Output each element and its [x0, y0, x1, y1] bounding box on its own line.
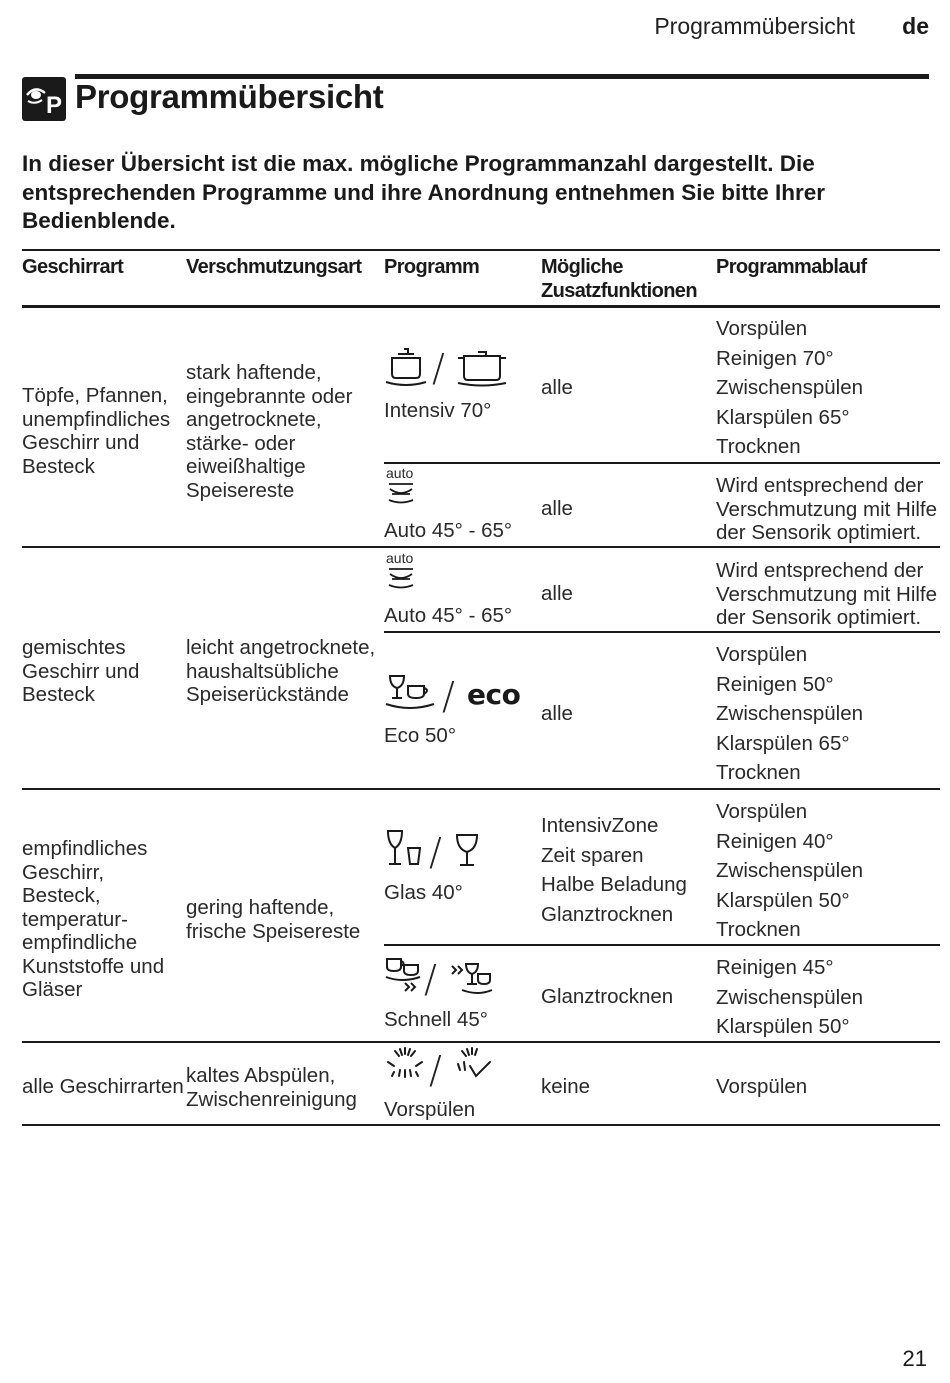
table-bottom-rule	[22, 1124, 940, 1126]
sequence-eco: Vorspülen Reinigen 50° Zwischenspülen Klarspülen 65° Trocknen	[716, 643, 863, 784]
options-schnell: Glanztrocknen	[541, 985, 674, 1008]
eco-icon: eco	[467, 678, 521, 711]
sequence-glas: Vorspülen Reinigen 40° Zwischenspülen Klarspülen 50° Trocknen	[716, 800, 863, 941]
program-name-vorspuelen: Vorspülen	[384, 1098, 476, 1121]
row-divider	[384, 462, 940, 464]
row-divider	[384, 944, 940, 946]
slash-separator: /	[429, 830, 442, 874]
language-code: de	[902, 13, 929, 39]
intro-text: In dieser Übersicht ist die max. mögliche Programmanzahl dargestellt. Die entsprechenden Programme und ihre Anordnung entnehmen Sie bitte Ihrer Bedienblende.	[22, 151, 826, 233]
group-divider	[22, 546, 940, 548]
program-name-intensiv: Intensiv 70°	[384, 399, 492, 422]
header-dishes: Geschirrart	[22, 256, 124, 278]
slash-separator: /	[429, 1048, 442, 1092]
slash-separator: /	[432, 346, 445, 390]
sequence-vorspuelen: Vorspülen	[716, 1075, 808, 1098]
header-rule	[22, 305, 940, 308]
page-title: Programmübersicht	[75, 78, 384, 115]
wine-glass-icon	[454, 832, 480, 870]
header-options: Mögliche Zusatzfunktionen	[541, 256, 697, 302]
spray-icon	[384, 1046, 426, 1086]
header-sequence: Programmablauf	[716, 256, 867, 278]
sequence-auto-2: Wird entsprechend der Verschmutzung mit Hilfe der Sensorik optimiert.	[716, 559, 938, 629]
slash-separator: /	[442, 674, 455, 718]
table-top-rule	[22, 249, 940, 251]
quick-cups-icon	[384, 955, 424, 997]
row-divider	[384, 631, 940, 633]
running-header-title: Programmübersicht	[654, 13, 855, 39]
header-soil: Verschmutzungsart	[186, 256, 362, 278]
header-program: Programm	[384, 256, 480, 278]
group-2-dishes: gemischtes Geschirr und Besteck	[22, 636, 140, 706]
group-divider	[22, 788, 940, 790]
group-3-dishes: empfindliches Geschirr, Besteck, temperatur- empfindliche Kunststoffe und Gläser	[22, 837, 165, 1001]
program-name-eco: Eco 50°	[384, 724, 457, 747]
svg-text:P: P	[46, 92, 63, 119]
options-intensiv: alle	[541, 376, 573, 399]
auto-label: auto	[386, 465, 414, 481]
options-vorspuelen: keine	[541, 1075, 591, 1098]
auto-dishes-icon	[386, 481, 416, 505]
program-name-auto-1: Auto 45° - 65°	[384, 519, 513, 542]
glass-cup-icon	[384, 672, 436, 712]
page-number: 21	[902, 1346, 927, 1371]
auto-label: auto	[386, 550, 414, 566]
options-auto-2: alle	[541, 582, 573, 605]
options-eco: alle	[541, 702, 573, 725]
sequence-intensiv: Vorspülen Reinigen 70° Zwischenspülen Klarspülen 65° Trocknen	[716, 317, 863, 458]
group-divider	[22, 1041, 940, 1043]
sequence-auto-1: Wird entsprechend der Verschmutzung mit Hilfe der Sensorik optimiert.	[716, 474, 938, 544]
program-name-schnell: Schnell 45°	[384, 1008, 488, 1031]
group-1-dishes: Töpfe, Pfannen, unempfindliches Geschirr und Besteck	[22, 384, 171, 478]
auto-dishes-icon	[386, 566, 416, 590]
group-4-soil: kaltes Abspülen, Zwischenreinigung	[186, 1064, 357, 1111]
spray-dish-icon	[454, 1046, 494, 1086]
pot-large-icon	[456, 344, 510, 388]
program-name-auto-2: Auto 45° - 65°	[384, 604, 513, 627]
group-2-soil: leicht angetrocknete, haushaltsübliche Speiserückstände	[186, 636, 376, 706]
program-badge-icon	[22, 77, 66, 121]
group-4-dishes: alle Geschirrarten	[22, 1075, 184, 1098]
quick-glass-cup-icon	[450, 960, 494, 998]
group-3-soil: gering haftende, frische Speisereste	[186, 896, 361, 943]
glass-tumbler-icon	[384, 828, 426, 870]
pot-icon	[384, 344, 430, 388]
program-name-glas: Glas 40°	[384, 881, 463, 904]
sequence-schnell: Reinigen 45° Zwischenspülen Klarspülen 50°	[716, 956, 863, 1038]
options-glas: IntensivZone Zeit sparen Halbe Beladung Glanztrocknen	[541, 814, 687, 926]
group-1-soil: stark haftende, eingebrannte oder angetrocknete, stärke- oder eiweißhaltige Speisereste	[186, 361, 353, 502]
options-auto-1: alle	[541, 497, 573, 520]
slash-separator: /	[424, 957, 437, 1001]
